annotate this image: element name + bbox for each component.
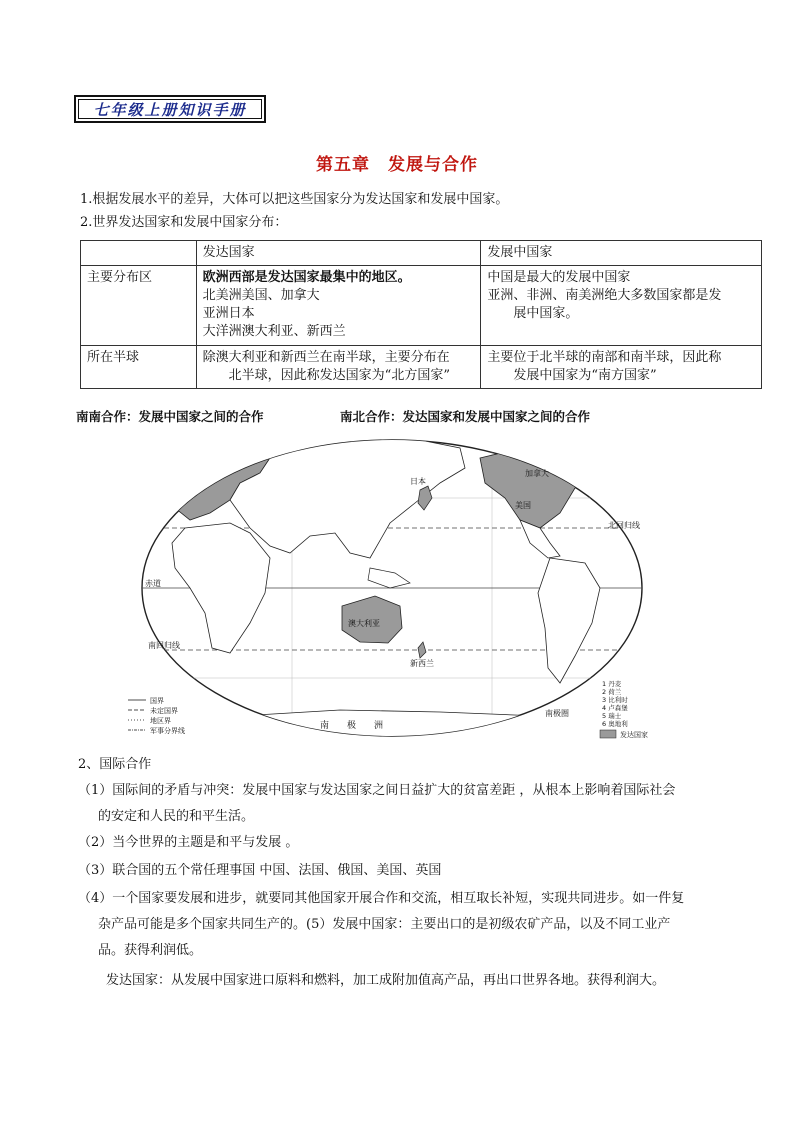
legend-number-3: 3 比利时 xyxy=(602,696,628,704)
row-label-distribution: 主要分布区 xyxy=(81,266,197,346)
table-row xyxy=(81,266,762,346)
section2-item3: （3）联合国的五个常任理事国 中国、法国、俄国、美国、英国 xyxy=(78,863,442,878)
section2-item5: 发达国家：从发展中国家进口原料和燃料，加工成附加值高产品，再出口世界各地。获得利润大。 xyxy=(106,973,666,988)
label-tropic-cancer: 北回归线 xyxy=(608,521,640,530)
developing-dist-line-1: 中国是最大的发展中国家 xyxy=(487,270,631,285)
developed-hemi-line-1: 除澳大利亚和新西兰在南半球，主要分布在 xyxy=(202,350,450,365)
row-label-hemisphere: 所在半球 xyxy=(81,346,197,389)
cell-developing-hemisphere xyxy=(481,346,762,389)
label-equator: 赤道 xyxy=(145,579,161,588)
developing-hemi-line-1: 主要位于北半球的南部和南半球，因此称 xyxy=(487,350,722,365)
point-2: 2.世界发达国家和发展中国家分布： xyxy=(80,215,288,230)
legend-military-line: 军事分界线 xyxy=(150,727,185,735)
developed-dist-line-4: 大洋洲澳大利亚、新西兰 xyxy=(202,324,346,339)
world-map xyxy=(120,428,665,743)
label-new-zealand: 新西兰 xyxy=(410,659,434,668)
south-south-cooperation: 南南合作：发展中国家之间的合作 xyxy=(76,409,264,424)
label-australia: 澳大利亚 xyxy=(348,619,380,628)
section2-item4-line1: （4）一个国家要发展和进步，就要同其他国家开展合作和交流，相互取长补短，实现共同进步。如一件复 xyxy=(78,891,685,906)
south-north-cooperation: 南北合作：发达国家和发展中国家之间的合作 xyxy=(340,409,591,424)
developed-hemi-line-2: 北半球，因此称发达国家为“北方国家” xyxy=(228,368,450,383)
antarctica-shape xyxy=(120,710,665,743)
developed-dist-line-1: 欧洲西部是发达国家最集中的地区。 xyxy=(202,270,411,285)
legend-number-1: 1 丹麦 xyxy=(602,680,622,688)
section2-title: 2、国际合作 xyxy=(78,757,152,772)
developed-dist-line-3: 亚洲日本 xyxy=(202,306,255,321)
label-usa: 美国 xyxy=(515,501,531,510)
legend-number-6: 6 奥地利 xyxy=(602,720,628,728)
label-japan: 日本 xyxy=(410,477,426,486)
legend-national-border: 国界 xyxy=(150,697,164,705)
legend-lines xyxy=(128,696,185,735)
handbook-badge xyxy=(74,95,266,123)
developing-dist-line-2: 亚洲、非洲、南美洲绝大多数国家都是发 xyxy=(487,288,722,303)
section2-item1-line1: （1）国际间的矛盾与冲突：发展中国家与发达国家之间日益扩大的贫富差距 ，从根本上影响着国际社会 xyxy=(78,783,676,798)
table-header-row xyxy=(81,241,762,266)
chapter-title: 第五章 发展与合作 xyxy=(316,155,478,175)
table-header-developed: 发达国家 xyxy=(196,241,481,266)
section2-item4-line3: 品。获得利润低。 xyxy=(98,943,203,958)
handbook-badge-text: 七年级上册知识手册 xyxy=(78,99,262,119)
section2-item2: （2）当今世界的主题是和平与发展 。 xyxy=(78,835,299,850)
point-1: 1.根据发展水平的差异，大体可以把这些国家分为发达国家和发展中国家。 xyxy=(80,192,509,207)
legend-developed-label: 发达国家 xyxy=(620,731,648,739)
legend-region-border: 地区界 xyxy=(150,717,171,725)
label-antarctic-circle: 南极圈 xyxy=(545,709,569,718)
developing-dist-line-3: 展中国家。 xyxy=(513,306,579,321)
legend-number-2: 2 荷兰 xyxy=(602,688,622,696)
label-tropic-capricorn: 南回归线 xyxy=(148,641,180,650)
developed-dist-line-2: 北美洲美国、加拿大 xyxy=(202,288,320,303)
distribution-table xyxy=(80,240,762,389)
cell-developing-distribution xyxy=(481,266,762,346)
legend-developed-swatch xyxy=(600,730,616,738)
legend-number-5: 5 瑞士 xyxy=(602,712,622,720)
legend-numbers xyxy=(602,679,628,728)
developing-hemi-line-2: 发展中国家为“南方国家” xyxy=(513,368,657,383)
legend-number-4: 4 卢森堡 xyxy=(602,704,628,712)
section2-item1-line2: 的安定和人民的和平生活。 xyxy=(98,809,255,824)
cell-developed-distribution xyxy=(196,266,481,346)
section2-item4-line2: 杂产品可能是多个国家共同生产的。(5）发展中国家：主要出口的是初级农矿产品，以及不同工业产 xyxy=(98,917,671,932)
table-header-developing: 发展中国家 xyxy=(481,241,762,266)
cell-developed-hemisphere xyxy=(196,346,481,389)
table-header-empty xyxy=(81,241,197,266)
label-canada: 加拿大 xyxy=(525,469,549,478)
label-antarctica: 南 极 洲 xyxy=(320,721,384,731)
legend-undetermined-border: 未定国界 xyxy=(150,707,178,715)
table-row xyxy=(81,346,762,389)
